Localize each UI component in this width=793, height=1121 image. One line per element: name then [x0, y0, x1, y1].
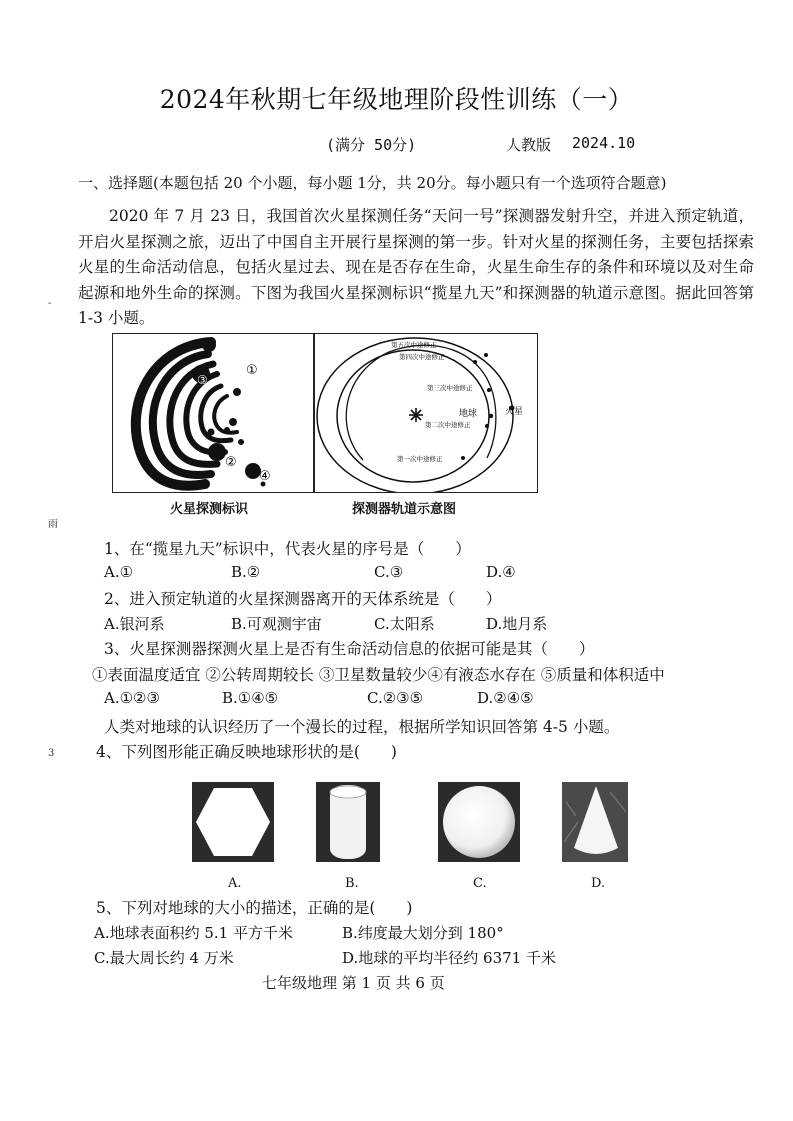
q1-option-d: D.④	[486, 563, 516, 581]
q5-option-b: B.纬度最大划分到 180°	[342, 924, 504, 942]
shape-d-cone	[562, 782, 628, 862]
date-note: 2024.10	[572, 134, 636, 152]
q5-option-d: D.地球的平均半径约 6371 千米	[342, 949, 556, 967]
logo-planet-top	[202, 338, 216, 352]
question-5-stem: 5、下列对地球的大小的描述，正确的是( )	[96, 899, 413, 917]
figure-caption-left: 火星探测标识	[170, 502, 249, 517]
intro-paragraph	[78, 204, 754, 332]
intro-text: 2020 年 7 月 23 日，我国首次火星探测任务“天问一号”探测器发射升空，并进入预定轨道，开启火星探测之旅，迈出了中国自主开展行星探测的第一步。针对火星的探测任务，主要包括探索火星的生命活动信息，包括火星过去、现在是否存在生命，火星生命生存的条件和环境以及对生命起源和地外生命的探测。下图为我国火星探测标识“揽星九天”和探测器的轨道示意图。据此回答第 1-3 小题。	[78, 207, 754, 327]
q3-choices: ①表面温度适宜 ②公转周期较长 ③卫星数量较少④有液态水存在 ⑤质量和体积适中	[92, 666, 665, 684]
page-title: 2024年秋期七年级地理阶段性训练（一）	[159, 85, 634, 114]
logo-planet-2	[208, 443, 226, 461]
figure-mars-probe	[112, 333, 538, 493]
margin-mark-1: 雨	[48, 519, 58, 530]
q1-option-a: A.①	[104, 563, 134, 581]
orbit-label-earth: 地球	[459, 409, 478, 419]
question-4-stem: 4、下列图形能正确反映地球形状的是( )	[96, 743, 397, 761]
q4-label-d: D.	[591, 876, 606, 891]
q5-option-a: A.地球表面积约 5.1 平方千米	[94, 924, 293, 942]
mars-logo-figure	[113, 334, 313, 492]
margin-mark-dash: -	[48, 298, 52, 309]
shape-c-sphere	[438, 782, 520, 862]
q2-option-b: B.可观测宇宙	[231, 615, 322, 633]
q1-option-b: B.②	[231, 563, 261, 581]
score-note: (满分 50分)	[326, 136, 417, 154]
q5-option-c: C.最大周长约 4 万米	[94, 949, 234, 967]
q2-option-a: A.银河系	[104, 615, 165, 633]
orbit-label-c1: 第一次中途修正	[397, 455, 443, 463]
logo-number-2: ②	[225, 455, 237, 470]
section-heading: 一、选择题(本题包括 20 个小题，每小题 1分，共 20分。每小题只有一个选项符合题意)	[78, 174, 667, 192]
shape-a-hexagon	[192, 782, 274, 862]
shape-b-cylinder	[316, 782, 380, 862]
question-1-stem: 1、在“揽星九天”标识中，代表火星的序号是（ ）	[104, 540, 471, 558]
q3-option-b: B.①④⑤	[222, 689, 279, 707]
orbit-label-c2: 第二次中途修正	[425, 421, 471, 429]
margin-mark-2: 3	[48, 748, 55, 759]
orbit-label-c5: 第五次中途修正	[391, 341, 437, 349]
question-2-stem: 2、进入预定轨道的火星探测器离开的天体系统是（ ）	[104, 590, 502, 608]
q4-label-b: B.	[345, 876, 359, 891]
orbit-diagram	[315, 334, 537, 492]
q1-option-c: C.③	[374, 563, 404, 581]
orbit-label-c4: 第四次中途修正	[399, 353, 445, 361]
page-footer: 七年级地理 第 1 页 共 6 页	[262, 974, 445, 992]
logo-number-1: ①	[246, 363, 258, 378]
q4-label-a: A.	[228, 876, 242, 891]
sun-icon	[409, 408, 423, 422]
q3-option-c: C.②③⑤	[367, 689, 424, 707]
question-3-stem: 3、火星探测器探测火星上是否有生命活动信息的依据可能是其（ ）	[104, 640, 595, 658]
q2-option-c: C.太阳系	[374, 615, 435, 633]
logo-number-4: ④	[259, 469, 271, 484]
q2-option-d: D.地月系	[486, 615, 548, 633]
edition-note: 人教版	[506, 136, 552, 154]
q3-option-d: D.②④⑤	[477, 689, 534, 707]
figure-caption-right: 探测器轨道示意图	[352, 502, 457, 517]
logo-number-3: ③	[197, 373, 208, 387]
q4-label-c: C.	[473, 876, 487, 891]
q3-option-a: A.①②③	[104, 689, 160, 707]
orbit-label-mars: 火星	[505, 407, 524, 417]
orbit-label-c3: 第三次中途修正	[427, 384, 473, 392]
intro-2: 人类对地球的认识经历了一个漫长的过程，根据所学知识回答第 4-5 小题。	[104, 718, 620, 736]
